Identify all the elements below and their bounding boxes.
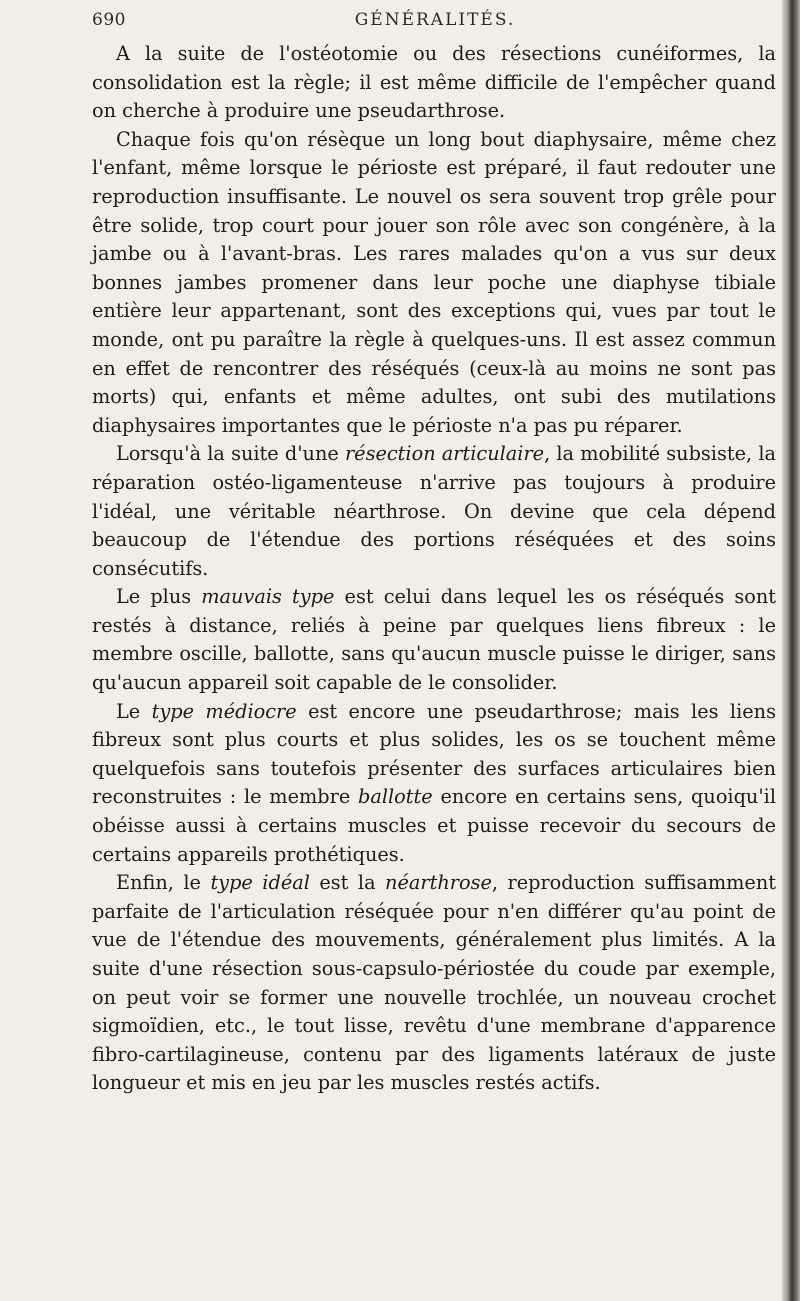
text-segment: A la suite de l'ostéotomie ou des résections cunéiformes, la consolidation est la règle; il est même difficile de l'empêcher quand on cherche à produire une pseudarthrose. [92,42,776,123]
text-segment: Lorsqu'à la suite d'une [116,442,345,466]
italic-term: mauvais type [201,585,335,609]
italic-term: néarthrose [385,871,492,895]
text-segment: Le plus [116,585,202,609]
paragraph [92,440,776,583]
body-text [92,40,776,1098]
running-title: GÉNÉRALITÉS. [354,10,516,30]
text-segment: Le [116,699,152,723]
paragraph [92,869,776,1098]
paragraph [92,126,776,441]
text-segment: Chaque fois qu'on résèque un long bout diaphysaire, même chez l'enfant, même lorsque le périoste est préparé, il faut redouter une reproduction insuffisante. Le nouvel os sera souvent trop grêle pour être solide, trop court pour jouer son rôle avec son congénère, à la jambe ou à l'avant-bras. Les rares malades qu'on a vus sur deux bonnes jambes promener dans leur poche une diaphyse tibiale entière leur appartenant, sont des exceptions qui, vues par tout le monde, ont pu paraître la règle à quelques-uns. Il est assez commun en effet de rencontrer des réséqués (ceux-là au moins ne sont pas morts) qui, enfants et même adultes, ont subi des mutilations diaphysaires importantes que le périoste n'a pas pu réparer. [92,127,776,437]
italic-term: ballotte [358,785,433,809]
text-segment: encore en certains sens, quoiqu'il obéisse aussi à certains muscles et puisse recevoir du secours de certains appareils prothétiques. [92,785,776,866]
italic-term: type idéal [210,871,310,895]
text-segment: est celui dans lequel les os réséqués sont restés à distance, reliés à peine par quelques liens fibreux : le membre oscille, ballotte, sans qu'aucun muscle puisse le diriger, sans qu'aucun appareil soit capable de le consolider. [92,585,777,695]
text-segment: est encore une pseudarthrose; mais les liens fibreux sont plus courts et plus solides, les os se touchent même quelquefois sans toutefois présenter des surfaces articulaires bien reconstruites : le membre [92,699,776,809]
text-segment: est la [309,871,386,895]
italic-term: type médiocre [151,699,297,723]
text-segment: Enfin, le [116,871,211,895]
text-segment: , reproduction suffisamment parfaite de l'articulation réséquée pour n'en différer qu'au point de vue de l'étendue des mouvements, généralement plus limités. A la suite d'une résection sous-capsulo-périostée du coude par exemple, on peut voir se former une nouvelle trochlée, un nouveau crochet sigmoïdien, etc., le tout lisse, revêtu d'une membrane d'apparence fibro-cartilagineuse, contenu par des ligaments latéraux de juste longueur et mis en jeu par les muscles restés actifs. [92,871,776,1095]
binding-edge [782,0,800,1301]
page-number: 690 [92,10,126,30]
paragraph [92,40,776,126]
italic-term: résection articulaire [344,442,545,466]
text-segment: , la mobilité subsiste, la réparation ostéo-ligamenteuse n'arrive pas toujours à produire l'idéal, une véritable néarthrose. On devine que cela dépend beaucoup de l'étendue des portions réséquées et des soins consécutifs. [92,442,776,580]
paragraph [92,698,776,870]
page-header [92,10,778,36]
paragraph [92,583,776,697]
